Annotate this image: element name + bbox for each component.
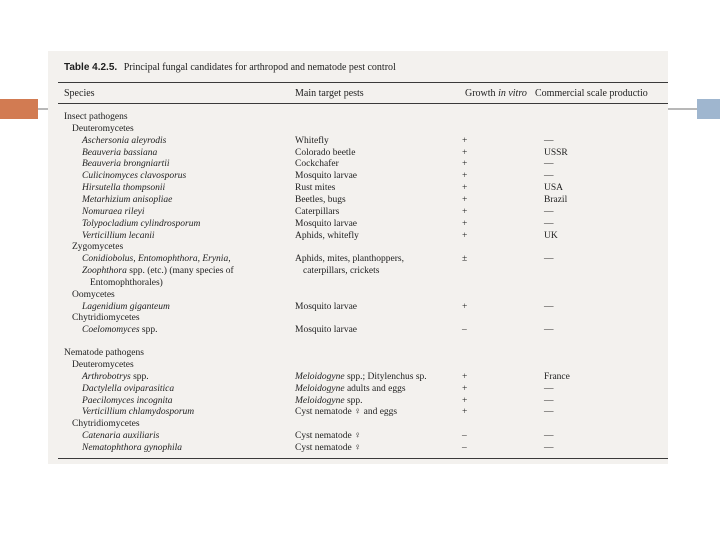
table-row <box>48 395 668 407</box>
table-row <box>48 182 668 194</box>
table-row <box>48 442 668 454</box>
table-row <box>48 289 668 301</box>
slide-accent-bar-left <box>0 99 38 119</box>
cell-target-pests: Cyst nematode ♀ and eggs <box>295 407 398 418</box>
cell-growth: + <box>462 407 468 418</box>
table-row <box>48 371 668 383</box>
cell-species: Nematophthora gynophila <box>82 442 183 453</box>
cell-target-pests: Caterpillars <box>295 206 340 217</box>
cell-species: Deuteromycetes <box>72 360 134 370</box>
cell-species: Tolypocladium cylindrosporum <box>82 218 201 229</box>
cell-commercial: — <box>544 395 554 406</box>
cell-commercial: — <box>544 383 554 394</box>
cell-species: Chytridiomycetes <box>72 419 140 430</box>
cell-target-pests: Aphids, whitefly <box>295 230 359 241</box>
cell-growth: + <box>462 383 468 394</box>
cell-species: Oomycetes <box>72 289 115 300</box>
cell-species: Zoophthora spp. (etc.) (many species of <box>82 266 234 277</box>
cell-growth: + <box>462 301 468 312</box>
table-row <box>48 111 668 123</box>
cell-species: Verticillium lecanii <box>82 230 155 241</box>
cell-species: Catenaria auxiliaris <box>82 431 160 442</box>
table-row <box>48 135 668 147</box>
cell-target-pests: Cyst nematode ♀ <box>295 442 362 453</box>
scanned-table-image <box>48 51 668 464</box>
pest-genus: Meloidogyne <box>295 383 345 394</box>
table-row <box>48 241 668 253</box>
cell-target-pests: Whitefly <box>295 135 329 146</box>
table-row <box>48 418 668 430</box>
cell-species: Beauveria brongniartii <box>82 159 170 170</box>
cell-target-pests: Mosquito larvae <box>295 325 358 336</box>
cell-target-pests: Mosquito larvae <box>295 301 358 312</box>
cell-species: Aschersonia aleyrodis <box>82 135 167 146</box>
cell-commercial: — <box>544 171 554 182</box>
cell-growth: + <box>462 171 468 182</box>
cell-commercial: — <box>544 325 554 336</box>
cell-commercial: — <box>544 407 554 418</box>
table-row <box>48 347 668 359</box>
pest-genus: Meloidogyne <box>295 371 345 382</box>
cell-target-pests: Meloidogyne adults and eggs <box>295 383 406 394</box>
cell-growth: ± <box>462 254 468 265</box>
table-row <box>48 158 668 170</box>
table-row <box>48 265 668 277</box>
cell-species: Chytridiomycetes <box>72 313 140 324</box>
table-label: Table 4.2.5. <box>64 62 118 73</box>
cell-commercial: — <box>544 135 554 146</box>
header-rule <box>58 103 668 104</box>
cell-commercial: Brazil <box>544 194 568 205</box>
header-target-pests: Main target pests <box>295 88 364 99</box>
cell-growth: – <box>462 325 467 336</box>
cell-growth: + <box>462 218 468 229</box>
cell-growth: + <box>462 147 468 158</box>
header-species: Species <box>64 88 95 99</box>
cell-species: Dactylella oviparasitica <box>82 383 175 394</box>
table-row <box>48 147 668 159</box>
cell-commercial: — <box>544 431 554 442</box>
cell-commercial: France <box>544 371 570 382</box>
cell-species: Nematode pathogens <box>64 348 144 359</box>
cell-species: Coelomomyces spp. <box>82 325 158 336</box>
header-commercial-scale: Commercial scale productio <box>535 88 648 99</box>
cell-growth: + <box>462 135 468 146</box>
cell-target-pests: Meloidogyne spp. <box>295 395 363 406</box>
bottom-rule <box>58 458 668 459</box>
table-row <box>48 359 668 371</box>
cell-target-pests: Aphids, mites, planthoppers, <box>295 254 404 265</box>
cell-target-pests: Cyst nematode ♀ <box>295 431 362 442</box>
table-row <box>48 170 668 182</box>
cell-growth: + <box>462 183 468 194</box>
cell-species: Arthrobotrys spp. <box>82 371 149 382</box>
cell-species: Insect pathogens <box>64 112 128 122</box>
cell-growth: + <box>462 230 468 241</box>
cell-species: Culicinomyces clavosporus <box>82 171 187 182</box>
cell-commercial: USSR <box>544 147 568 158</box>
cell-target-pests: Meloidogyne spp.; Ditylenchus sp. <box>295 371 427 382</box>
header-growth-in-vitro: Growth in vitro <box>465 88 527 99</box>
table-row <box>48 301 668 313</box>
cell-commercial: — <box>544 442 554 453</box>
cell-species: Paecilomyces incognita <box>82 395 173 406</box>
cell-growth: + <box>462 371 468 382</box>
cell-species: Metarhizium anisopliae <box>82 194 173 205</box>
species-genus: Zoophthora <box>82 266 127 277</box>
species-genus: Arthrobotrys <box>82 371 131 382</box>
table-row <box>48 206 668 218</box>
table-row <box>48 123 668 135</box>
cell-target-pests: Mosquito larvae <box>295 171 358 182</box>
table-row <box>48 230 668 242</box>
cell-growth: + <box>462 194 468 205</box>
cell-commercial: — <box>544 159 554 170</box>
table-row <box>48 430 668 442</box>
cell-species: Entomophthorales) <box>90 277 163 288</box>
cell-target-pests: Cockchafer <box>295 159 339 170</box>
table-title: Principal fungal candidates for arthropod and nematode pest control <box>123 62 396 73</box>
cell-commercial: — <box>544 206 554 217</box>
cell-species: Nomuraea rileyi <box>82 206 145 217</box>
cell-commercial: UK <box>544 230 558 241</box>
cell-species: Verticillium chlamydosporum <box>82 407 195 418</box>
cell-target-pests: Colorado beetle <box>295 147 356 158</box>
cell-commercial: — <box>544 301 554 312</box>
table-row <box>48 383 668 395</box>
cell-species: Conidiobolus, Entomophthora, Erynia, <box>82 254 231 265</box>
cell-target-pests: Mosquito larvae <box>295 218 358 229</box>
cell-species: Deuteromycetes <box>72 123 134 134</box>
table-row <box>48 406 668 418</box>
cell-target-pests: caterpillars, crickets <box>303 266 380 277</box>
table-row <box>48 194 668 206</box>
table-row <box>48 218 668 230</box>
cell-species: Zygomycetes <box>72 242 124 253</box>
table-row <box>48 312 668 324</box>
cell-commercial: — <box>544 218 554 229</box>
cell-growth: + <box>462 159 468 170</box>
pest-genus: Meloidogyne <box>295 395 345 406</box>
cell-species: Lagenidium giganteum <box>82 301 170 312</box>
table-row <box>48 277 668 289</box>
top-rule <box>58 82 668 83</box>
cell-commercial: — <box>544 254 554 265</box>
cell-growth: + <box>462 206 468 217</box>
species-genus: Coelomomyces <box>82 325 140 336</box>
cell-growth: – <box>462 442 467 453</box>
cell-growth: + <box>462 395 468 406</box>
cell-species: Beauveria bassiana <box>82 147 158 158</box>
table-row <box>48 324 668 336</box>
cell-commercial: USA <box>544 183 564 194</box>
table-row <box>48 253 668 265</box>
cell-species: Hirsutella thompsonii <box>82 183 166 194</box>
slide-accent-bar-right <box>697 99 720 119</box>
cell-growth: – <box>462 431 467 442</box>
table-caption <box>64 62 396 73</box>
cell-target-pests: Beetles, bugs <box>295 194 346 205</box>
cell-target-pests: Rust mites <box>295 183 336 194</box>
